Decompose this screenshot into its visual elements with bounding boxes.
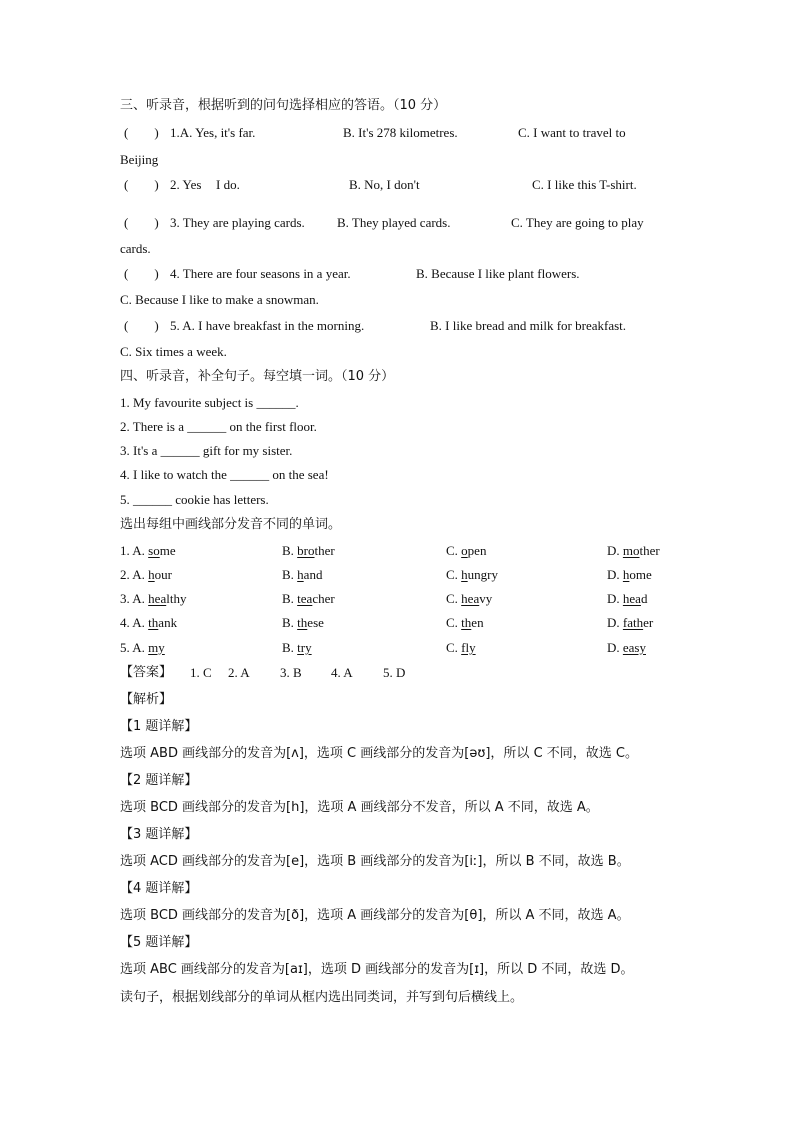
option-label: 3. A.: [120, 591, 149, 606]
underlined-part: th: [297, 615, 308, 630]
option-label: C.: [446, 615, 462, 630]
underlined-part: my: [148, 640, 165, 655]
option-label: D.: [607, 640, 623, 655]
detail-2-text: 选项 BCD 画线部分的发音为[h]，选项 A 画线部分不发音，所以 A 不同，故选 A。: [120, 800, 599, 815]
word-rest: ungry: [467, 567, 499, 582]
fill-item-4: 4. I like to watch the ______ on the sea!: [120, 467, 329, 482]
answer-label: 【答案】: [120, 665, 173, 680]
underlined-part: fath: [622, 615, 644, 630]
option-label: D.: [607, 615, 623, 630]
analysis-footer: 读句子，根据划线部分的单词从框内选出同类词，并写到句后横线上。: [120, 990, 524, 1005]
answer-5: 5. D: [383, 665, 406, 680]
phonics-option-1-D: [607, 543, 660, 559]
underlined-part: tea: [297, 591, 313, 606]
q5-option-b: B. I like bread and milk for breakfast.: [430, 318, 627, 333]
underlined-part: fly: [461, 640, 476, 655]
q4-option-a: 4. There are four seasons in a year.: [170, 266, 351, 281]
phonics-option-5-C: [446, 640, 476, 656]
option-label: B.: [282, 591, 298, 606]
word-rest: lthy: [166, 591, 187, 606]
word-rest: pen: [467, 543, 487, 558]
underlined-part: h: [461, 567, 468, 582]
q5-paren: ( ): [124, 318, 159, 333]
detail-5-title: 【5 题详解】: [120, 935, 198, 950]
q2-paren: ( ): [124, 177, 159, 192]
underlined-part: so: [148, 543, 160, 558]
word-rest: d: [640, 591, 648, 606]
fill-item-3: 3. It's a ______ gift for my sister.: [120, 443, 293, 458]
underlined-part: easy: [622, 640, 646, 655]
q3-continuation: cards.: [120, 241, 151, 256]
phonics-option-3-A: [120, 591, 186, 607]
word-rest: and: [303, 567, 323, 582]
phonics-option-4-B: [282, 615, 324, 631]
q2-option-a-cont: I do.: [216, 177, 240, 192]
word-rest: ome: [629, 567, 652, 582]
word-rest: vy: [479, 591, 493, 606]
word-rest: en: [471, 615, 484, 630]
q1-option-c: C. I want to travel to: [518, 125, 626, 140]
underlined-part: th: [148, 615, 159, 630]
phonics-option-5-A: [120, 640, 165, 656]
word-rest: me: [159, 543, 176, 558]
phonics-option-1-A: [120, 543, 176, 559]
q4-continuation: C. Because I like to make a snowman.: [120, 292, 319, 307]
phonics-option-3-B: [282, 591, 335, 607]
option-label: 5. A.: [120, 640, 149, 655]
option-label: D.: [607, 567, 623, 582]
phonics-option-3-C: [446, 591, 492, 607]
fill-item-1: 1. My favourite subject is ______.: [120, 395, 299, 410]
phonics-option-1-B: [282, 543, 335, 559]
detail-3-title: 【3 题详解】: [120, 827, 198, 842]
fill-item-2: 2. There is a ______ on the first floor.: [120, 419, 317, 434]
detail-4-text: 选项 BCD 画线部分的发音为[ð]，选项 A 画线部分的发音为[θ]，所以 A 不同，故选 A。: [120, 908, 630, 923]
option-label: C.: [446, 591, 462, 606]
phonics-option-5-B: [282, 640, 312, 656]
q1-option-b: B. It's 278 kilometres.: [343, 125, 458, 140]
detail-1-text: 选项 ABD 画线部分的发音为[ʌ]，选项 C 画线部分的发音为[əʊ]，所以 C 不同，故选 C。: [120, 746, 638, 761]
answer-1: 1. C: [190, 665, 212, 680]
underlined-part: try: [297, 640, 312, 655]
word-rest: ese: [307, 615, 324, 630]
underlined-part: th: [461, 615, 472, 630]
q3-option-b: B. They played cards.: [337, 215, 451, 230]
underlined-part: h: [297, 567, 304, 582]
detail-3-text: 选项 ACD 画线部分的发音为[e]，选项 B 画线部分的发音为[iː]，所以 B 不同，故选 B。: [120, 854, 630, 869]
underlined-part: hea: [461, 591, 480, 606]
q1-paren: ( ): [124, 125, 159, 140]
word-rest: our: [154, 567, 173, 582]
phonics-option-2-A: [120, 567, 172, 583]
word-rest: ther: [314, 543, 335, 558]
q2-option-a: 2. Yes: [170, 177, 202, 192]
word-rest: cher: [312, 591, 335, 606]
underlined-part: mo: [622, 543, 640, 558]
phonics-option-3-D: [607, 591, 647, 607]
section3-heading: 三、听录音，根据听到的问句选择相应的答语。（10 分）: [120, 98, 447, 113]
phonics-option-4-D: [607, 615, 653, 631]
q1-continuation: Beijing: [120, 152, 159, 167]
underlined-part: h: [622, 567, 630, 582]
option-label: C.: [446, 567, 462, 582]
phonics-option-2-B: [282, 567, 322, 583]
answer-3: 3. B: [280, 665, 302, 680]
underlined-part: hea: [148, 591, 167, 606]
q2-option-b: B. No, I don't: [349, 177, 420, 192]
phonics-option-2-D: [607, 567, 652, 583]
option-label: B.: [282, 543, 298, 558]
word-rest: er: [643, 615, 654, 630]
word-rest: ther: [639, 543, 660, 558]
detail-5-text: 选项 ABC 画线部分的发音为[aɪ]，选项 D 画线部分的发音为[ɪ]，所以 D 不同，故选 D。: [120, 962, 634, 977]
q3-option-a: 3. They are playing cards.: [170, 215, 305, 230]
q5-option-a: 5. A. I have breakfast in the morning.: [170, 318, 365, 333]
q1-option-a: 1.A. Yes, it's far.: [170, 125, 256, 140]
fill-item-5: 5. ______ cookie has letters.: [120, 492, 269, 507]
option-label: B.: [282, 640, 298, 655]
option-label: B.: [282, 567, 298, 582]
option-label: B.: [282, 615, 298, 630]
phonics-option-4-A: [120, 615, 177, 631]
detail-2-title: 【2 题详解】: [120, 773, 198, 788]
underlined-part: hea: [622, 591, 641, 606]
option-label: 1. A.: [120, 543, 149, 558]
option-label: C.: [446, 543, 462, 558]
option-label: 2. A.: [120, 567, 149, 582]
detail-1-title: 【1 题详解】: [120, 719, 198, 734]
q4-option-b: B. Because I like plant flowers.: [416, 266, 580, 281]
detail-4-title: 【4 题详解】: [120, 881, 198, 896]
section4-heading: 四、听录音，补全句子。每空填一词。（10 分）: [120, 369, 395, 384]
option-label: C.: [446, 640, 462, 655]
analysis-label: 【解析】: [120, 692, 173, 707]
underlined-part: bro: [297, 543, 315, 558]
q3-option-c: C. They are going to play: [511, 215, 644, 230]
phonics-option-5-D: [607, 640, 646, 656]
q3-paren: ( ): [124, 215, 159, 230]
q4-paren: ( ): [124, 266, 159, 281]
word-rest: ank: [158, 615, 178, 630]
q5-continuation: C. Six times a week.: [120, 344, 227, 359]
phonics-option-4-C: [446, 615, 484, 631]
q2-option-c: C. I like this T-shirt.: [532, 177, 637, 192]
underlined-part: h: [148, 567, 155, 582]
phonics-heading: 选出每组中画线部分发音不同的单词。: [120, 517, 342, 532]
option-label: 4. A.: [120, 615, 149, 630]
underlined-part: o: [461, 543, 468, 558]
option-label: D.: [607, 543, 623, 558]
phonics-option-1-C: [446, 543, 486, 559]
answer-4: 4. A: [331, 665, 353, 680]
option-label: D.: [607, 591, 623, 606]
answer-2: 2. A: [228, 665, 250, 680]
phonics-option-2-C: [446, 567, 498, 583]
